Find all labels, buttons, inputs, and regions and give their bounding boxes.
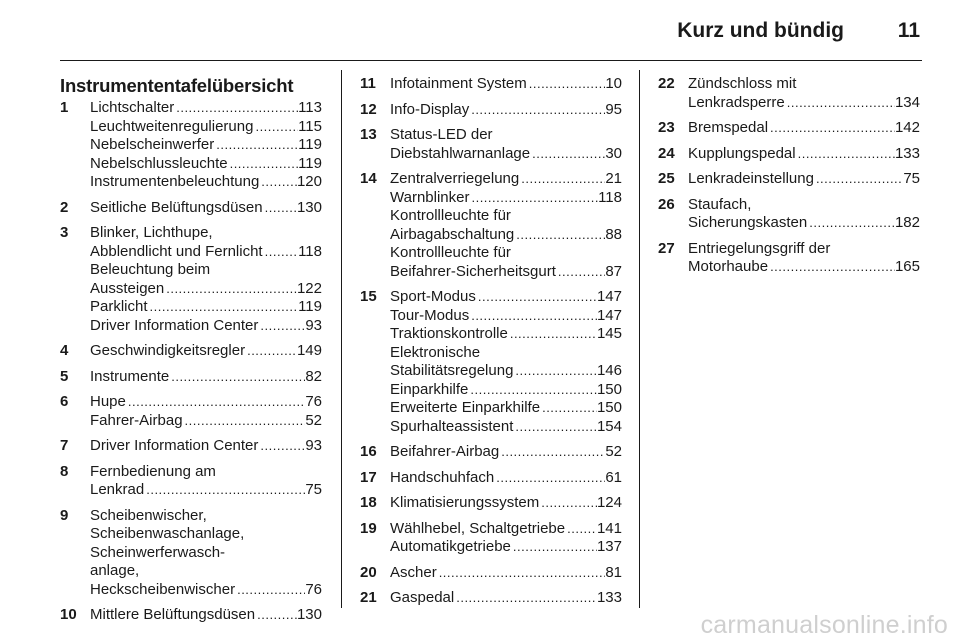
- dot-leader: [508, 325, 597, 344]
- dot-leader: [126, 393, 305, 412]
- toc-entry: [60, 393, 322, 430]
- entry-label: Zündschloss mit: [688, 75, 797, 92]
- dot-leader: [258, 437, 305, 456]
- toc-entry: [658, 75, 920, 112]
- entry-label: Instrumentenbeleuchtung: [90, 173, 260, 190]
- entry-number: 11: [360, 75, 376, 92]
- entry-label: Tour-Modus: [390, 306, 470, 324]
- entry-line: [390, 443, 622, 462]
- page-reference: 147: [596, 288, 622, 305]
- header-rule: [60, 60, 922, 61]
- dot-leader: [174, 99, 298, 118]
- entry-number: 16: [360, 443, 377, 460]
- entry-line: [688, 170, 920, 189]
- entry-label: Lenkradeinstellung: [688, 170, 814, 187]
- page-reference: 120: [296, 173, 322, 190]
- entry-line: [90, 317, 322, 336]
- entry-label: Scheibenwischer,: [90, 506, 207, 524]
- entry-line: [90, 199, 322, 218]
- page-reference: 113: [298, 99, 322, 116]
- entry-number: 22: [658, 75, 675, 92]
- page-reference: 149: [296, 342, 322, 359]
- entry-label: Beifahrer-Airbag: [390, 443, 500, 460]
- entry-line: [90, 393, 322, 412]
- toc-entry: [60, 606, 322, 625]
- entry-line: [90, 136, 322, 155]
- entry-line: [390, 494, 622, 513]
- entry-label: Blinker, Lichthupe,: [90, 224, 213, 241]
- entry-line: [390, 399, 622, 418]
- page-reference: 88: [605, 225, 622, 243]
- entry-label: Scheinwerferwasch-: [90, 543, 226, 561]
- page-reference: 10: [605, 75, 622, 92]
- entry-label: Lenkrad: [90, 481, 145, 498]
- toc-column-2: [360, 75, 622, 615]
- page-reference: 119: [298, 154, 322, 172]
- entry-label: Scheibenwaschanlage,: [90, 525, 245, 542]
- entry-label: Nebelschlussleuchte: [90, 154, 228, 172]
- dot-leader: [539, 494, 597, 513]
- entry-label: Klimatisierungssystem: [390, 494, 540, 511]
- toc-entry: [360, 126, 622, 163]
- entry-label: Sicherungskasten: [688, 214, 808, 231]
- dot-leader: [519, 170, 605, 189]
- page-reference: 141: [596, 519, 622, 537]
- entry-line: [90, 412, 322, 431]
- entry-line: [90, 224, 322, 243]
- toc-entry: [360, 564, 622, 583]
- entry-number: 1: [60, 99, 69, 116]
- entry-line: [390, 101, 622, 120]
- toc-entry: [60, 437, 322, 456]
- page-reference: 182: [894, 214, 920, 231]
- page-reference: 30: [605, 144, 622, 162]
- toc-column-1: [60, 75, 322, 632]
- entry-number: 14: [360, 170, 377, 187]
- entry-label: Mittlere Belüftungsdüsen: [90, 606, 256, 623]
- dot-leader: [814, 170, 903, 189]
- entry-line: [390, 469, 622, 488]
- entry-number: 15: [360, 288, 377, 305]
- toc-entry: [658, 196, 920, 233]
- entry-line: [90, 581, 322, 600]
- entry-label: anlage,: [90, 562, 140, 579]
- toc-entry: [658, 145, 920, 164]
- dot-leader: [513, 418, 597, 437]
- entry-label: Lichtschalter: [90, 99, 175, 116]
- entry-line: [390, 189, 622, 208]
- entry-label: Hupe: [90, 393, 126, 410]
- dot-leader: [164, 280, 297, 299]
- entry-label: Seitliche Belüftungsdüsen: [90, 198, 263, 216]
- dot-leader: [494, 469, 605, 488]
- entry-label: Lenkradsperre: [688, 93, 785, 111]
- entry-label: Diebstahlwarnanlage: [390, 144, 531, 162]
- entry-label: Kupplungspedal: [688, 144, 796, 162]
- entry-number: 2: [60, 198, 69, 216]
- entry-line: [90, 507, 322, 526]
- entry-label: Status-LED der: [390, 126, 493, 143]
- toc-entry: [360, 101, 622, 120]
- entry-number: 27: [658, 239, 675, 257]
- page-reference: 133: [596, 589, 622, 606]
- toc-entry: [60, 224, 322, 335]
- entry-number: 6: [60, 393, 69, 410]
- page-reference: 150: [596, 380, 622, 398]
- toc-entry: [60, 507, 322, 600]
- entry-label: Fernbedienung am: [90, 462, 216, 480]
- chapter-title: Kurz und bündig: [677, 19, 844, 42]
- page-reference: 75: [903, 170, 920, 187]
- entry-label: Abblendlicht und Fernlicht: [90, 242, 263, 260]
- entry-label: Warnblinker: [390, 188, 470, 206]
- dot-leader: [259, 173, 297, 192]
- toc-entry: [60, 99, 322, 192]
- entry-number: 10: [60, 606, 77, 623]
- page-reference: 133: [894, 144, 920, 162]
- entry-label: Fahrer-Airbag: [90, 411, 183, 429]
- entry-number: 24: [658, 144, 675, 162]
- toc-entry: [658, 240, 920, 277]
- dot-leader: [796, 145, 895, 164]
- toc-entry: [360, 520, 622, 557]
- entry-number: 7: [60, 437, 69, 454]
- entry-line: [688, 145, 920, 164]
- entry-line: [90, 544, 322, 563]
- page-number: 11: [897, 19, 920, 42]
- entry-line: [390, 520, 622, 539]
- watermark: carmanualsonline.info: [700, 611, 948, 639]
- page-reference: 142: [894, 119, 920, 136]
- dot-leader: [263, 243, 298, 262]
- dot-leader: [469, 101, 605, 120]
- section-title: Instrumententafelübersicht: [60, 75, 294, 96]
- toc-entry: [658, 170, 920, 189]
- entry-line: [90, 243, 322, 262]
- entry-number: 4: [60, 342, 69, 359]
- dot-leader: [511, 538, 597, 557]
- entry-line: [390, 307, 622, 326]
- toc-entry: [360, 288, 622, 436]
- entry-line: [688, 240, 920, 259]
- column-divider: [639, 70, 640, 608]
- page-reference: 122: [296, 279, 322, 297]
- entry-number: 9: [60, 506, 69, 524]
- entry-line: [390, 244, 622, 263]
- entry-number: 3: [60, 224, 69, 241]
- entry-label: Geschwindigkeitsregler: [90, 342, 246, 359]
- entry-label: Parklicht: [90, 298, 148, 315]
- entry-line: [90, 342, 322, 361]
- entry-number: 19: [360, 519, 377, 537]
- page-reference: 154: [596, 417, 622, 435]
- entry-line: [390, 325, 622, 344]
- entry-label: Instrumente: [90, 367, 170, 385]
- dot-leader: [258, 317, 305, 336]
- toc-column-3: [658, 75, 920, 284]
- entry-label: Driver Information Center: [90, 437, 259, 454]
- entry-line: [390, 145, 622, 164]
- dot-leader: [513, 362, 597, 381]
- toc-entry: [360, 494, 622, 513]
- dot-leader: [144, 481, 305, 500]
- entry-label: Motorhaube: [688, 258, 769, 275]
- dot-leader: [527, 75, 606, 94]
- dot-leader: [768, 119, 895, 138]
- dot-leader: [785, 94, 895, 113]
- page-reference: 87: [605, 262, 622, 280]
- page-reference: 137: [596, 538, 622, 555]
- page-reference: 115: [298, 117, 322, 135]
- page-reference: 165: [894, 258, 920, 275]
- entry-label: Automatikgetriebe: [390, 538, 511, 555]
- entry-line: [390, 207, 622, 226]
- page-reference: 81: [605, 563, 622, 581]
- entry-number: 5: [60, 367, 69, 385]
- entry-line: [90, 368, 322, 387]
- entry-line: [390, 362, 622, 381]
- entry-line: [688, 258, 920, 277]
- toc-entry: [60, 368, 322, 387]
- entry-label: Heckscheibenwischer: [90, 580, 236, 598]
- entry-line: [90, 481, 322, 500]
- entry-line: [390, 538, 622, 557]
- page-reference: 130: [296, 606, 322, 623]
- dot-leader: [514, 226, 605, 245]
- entry-number: 18: [360, 494, 377, 511]
- entry-number: 21: [360, 589, 377, 606]
- page-reference: 147: [596, 306, 622, 324]
- page-reference: 93: [305, 437, 322, 454]
- entry-line: [90, 606, 322, 625]
- entry-label: Wählhebel, Schaltgetriebe: [390, 519, 566, 537]
- dot-leader: [183, 412, 306, 431]
- page-reference: 75: [305, 481, 322, 498]
- entry-label: Infotainment System: [390, 75, 527, 92]
- toc-entry: [658, 119, 920, 138]
- entry-label: Gaspedal: [390, 589, 455, 606]
- toc-entry: [360, 443, 622, 462]
- page-reference: 118: [598, 188, 622, 206]
- entry-label: Leuchtweitenregulierung: [90, 117, 254, 135]
- dot-leader: [556, 263, 605, 282]
- page-reference: 150: [596, 399, 622, 416]
- dot-leader: [499, 443, 605, 462]
- page-reference: 124: [596, 494, 622, 511]
- entry-line: [688, 119, 920, 138]
- entry-label: Aussteigen: [90, 279, 165, 297]
- entry-label: Beleuchtung beim: [90, 261, 211, 278]
- entry-label: Einparkhilfe: [390, 380, 469, 398]
- page-reference: 145: [596, 325, 622, 342]
- toc-entry: [360, 170, 622, 281]
- toc-entry: [60, 199, 322, 218]
- entry-line: [390, 226, 622, 245]
- entry-number: 12: [360, 100, 377, 118]
- entry-line: [390, 263, 622, 282]
- entry-number: 13: [360, 126, 377, 143]
- page-reference: 76: [305, 393, 322, 410]
- dot-leader: [454, 589, 597, 608]
- toc-entry: [60, 463, 322, 500]
- entry-line: [390, 170, 622, 189]
- dot-leader: [255, 606, 297, 625]
- dot-leader: [565, 520, 597, 539]
- entry-label: Driver Information Center: [90, 316, 259, 334]
- dot-leader: [469, 189, 598, 208]
- entry-line: [90, 261, 322, 280]
- page-reference: 119: [298, 136, 322, 153]
- entry-line: [90, 118, 322, 137]
- dot-leader: [214, 136, 298, 155]
- entry-label: Stabilitätsregelung: [390, 362, 514, 379]
- entry-label: Ascher: [390, 563, 437, 581]
- entry-line: [390, 126, 622, 145]
- entry-line: [688, 94, 920, 113]
- page-reference: 130: [296, 198, 322, 216]
- page-reference: 76: [305, 580, 322, 598]
- column-divider: [341, 70, 342, 608]
- page-reference: 21: [605, 170, 622, 187]
- entry-label: Beifahrer-Sicherheitsgurt: [390, 262, 556, 280]
- dot-leader: [263, 199, 297, 218]
- entry-line: [688, 196, 920, 215]
- entry-label: Airbagabschaltung: [390, 225, 515, 243]
- page-reference: 52: [305, 411, 322, 429]
- dot-leader: [169, 368, 305, 387]
- entry-number: 8: [60, 462, 69, 480]
- dot-leader: [540, 399, 597, 418]
- entry-number: 25: [658, 170, 675, 187]
- entry-line: [390, 344, 622, 363]
- toc-entry: [360, 75, 622, 94]
- entry-line: [90, 155, 322, 174]
- toc-entry: [360, 589, 622, 608]
- entry-label: Handschuhfach: [390, 468, 495, 486]
- entry-number: 23: [658, 119, 675, 136]
- entry-label: Traktionskontrolle: [390, 325, 508, 342]
- entry-label: Sport-Modus: [390, 288, 476, 305]
- entry-line: [90, 463, 322, 482]
- dot-leader: [245, 342, 297, 361]
- entry-number: 26: [658, 195, 675, 213]
- entry-label: Nebelscheinwerfer: [90, 136, 215, 153]
- entry-line: [390, 75, 622, 94]
- dot-leader: [437, 564, 606, 583]
- entry-label: Spurhalteassistent: [390, 417, 514, 435]
- page-reference: 61: [605, 468, 622, 486]
- dot-leader: [148, 298, 299, 317]
- dot-leader: [807, 214, 895, 233]
- page-reference: 119: [298, 298, 322, 315]
- entry-line: [90, 99, 322, 118]
- page-reference: 146: [596, 362, 622, 379]
- page-header: [60, 0, 922, 62]
- page-reference: 118: [298, 242, 322, 260]
- entry-number: 17: [360, 468, 377, 486]
- dot-leader: [476, 288, 597, 307]
- entry-label: Kontrollleuchte für: [390, 244, 511, 261]
- dot-leader: [228, 155, 299, 174]
- entry-line: [390, 381, 622, 400]
- entry-label: Kontrollleuchte für: [390, 207, 511, 224]
- toc-entry: [60, 342, 322, 361]
- entry-label: Staufach,: [688, 195, 752, 213]
- entry-line: [390, 288, 622, 307]
- dot-leader: [768, 258, 895, 277]
- dot-leader: [235, 581, 305, 600]
- entry-label: Erweiterte Einparkhilfe: [390, 399, 541, 416]
- page-reference: 134: [894, 93, 920, 111]
- entry-line: [390, 564, 622, 583]
- page-reference: 95: [605, 100, 622, 118]
- page-reference: 52: [605, 443, 622, 460]
- dot-leader: [468, 381, 597, 400]
- entry-line: [688, 214, 920, 233]
- dot-leader: [469, 307, 597, 326]
- entry-line: [390, 589, 622, 608]
- entry-label: Zentralverriegelung: [390, 170, 520, 187]
- entry-line: [90, 280, 322, 299]
- entry-line: [90, 525, 322, 544]
- entry-line: [390, 418, 622, 437]
- entry-label: Bremspedal: [688, 119, 769, 136]
- dot-leader: [253, 118, 298, 137]
- entry-line: [90, 562, 322, 581]
- entry-number: 20: [360, 563, 377, 581]
- entry-line: [90, 298, 322, 317]
- entry-label: Info-Display: [390, 100, 470, 118]
- entry-line: [90, 437, 322, 456]
- page-reference: 93: [305, 316, 322, 334]
- entry-label: Entriegelungsgriff der: [688, 239, 831, 257]
- dot-leader: [530, 145, 605, 164]
- entry-label: Elektronische: [390, 343, 481, 361]
- entry-line: [688, 75, 920, 94]
- toc-entry: [360, 469, 622, 488]
- entry-line: [90, 173, 322, 192]
- page-reference: 82: [305, 367, 322, 385]
